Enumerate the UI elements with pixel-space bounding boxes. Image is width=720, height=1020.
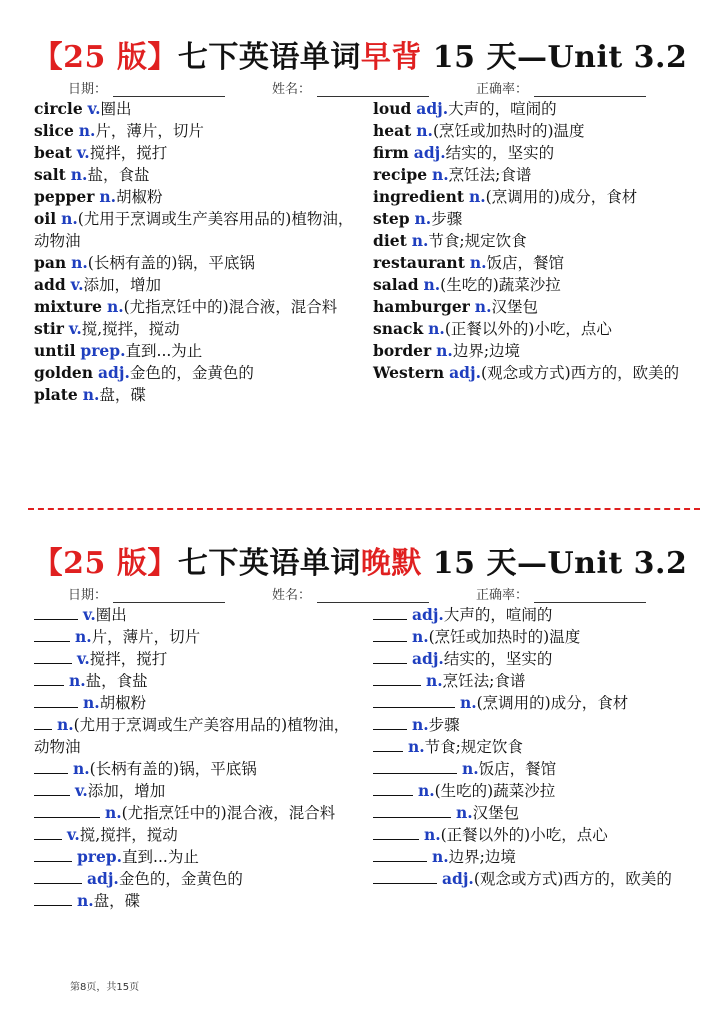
answer-blank[interactable] — [34, 868, 82, 884]
chinese-meaning: 汉堡包 — [491, 298, 538, 316]
vocab-word: ingredient — [373, 187, 465, 206]
part-of-speech: n. — [74, 627, 92, 646]
bottom-info-line — [0, 584, 720, 604]
answer-blank[interactable] — [34, 780, 70, 796]
vocab-entry — [373, 186, 693, 208]
vocab-entry — [34, 252, 354, 274]
part-of-speech: adj. — [411, 605, 444, 624]
bottom-left-column — [34, 604, 354, 912]
vocab-word: stir — [34, 319, 64, 338]
dictation-entry[interactable] — [34, 824, 354, 846]
chinese-meaning: 边界;边境 — [452, 342, 521, 360]
part-of-speech: n. — [99, 187, 117, 206]
part-of-speech: n. — [70, 165, 88, 184]
dictation-entry[interactable] — [34, 890, 354, 912]
part-of-speech: n. — [428, 319, 445, 338]
top-title-highlight: 早背 — [360, 40, 422, 75]
vocab-word: salad — [373, 275, 419, 294]
vocab-entry — [34, 98, 354, 120]
answer-blank[interactable] — [373, 648, 407, 664]
vocab-entry — [373, 230, 693, 252]
part-of-speech: n. — [432, 165, 449, 184]
answer-blank[interactable] — [373, 824, 419, 840]
vocab-entry — [34, 318, 354, 340]
chinese-meaning: (尤用于烹调或生产美容用品的)植物油，动物油 — [34, 716, 350, 756]
vocab-word: step — [373, 209, 410, 228]
part-of-speech: v. — [66, 825, 80, 844]
part-of-speech: n. — [411, 231, 429, 250]
answer-blank[interactable] — [373, 868, 437, 884]
vocab-word: firm — [373, 143, 409, 162]
bottom-name-label: 姓名： — [272, 588, 312, 603]
dictation-entry[interactable] — [373, 692, 693, 714]
vocab-entry — [34, 274, 354, 296]
answer-blank[interactable] — [373, 670, 421, 686]
part-of-speech: adj. — [441, 869, 474, 888]
vocab-word: Western — [373, 363, 445, 382]
dictation-entry[interactable] — [373, 604, 693, 626]
answer-blank[interactable] — [34, 670, 64, 686]
chinese-meaning: 节食;规定饮食 — [424, 738, 523, 756]
top-date-field[interactable] — [68, 78, 225, 97]
part-of-speech: n. — [82, 385, 100, 404]
chinese-meaning: (生吃的)蔬菜沙拉 — [440, 276, 561, 294]
dictation-entry[interactable] — [373, 758, 693, 780]
answer-blank[interactable] — [373, 714, 407, 730]
part-of-speech: n. — [76, 891, 94, 910]
part-of-speech: adj. — [413, 143, 446, 162]
vocab-word: hamburger — [373, 297, 470, 316]
top-left-column — [34, 98, 354, 406]
dictation-entry[interactable] — [373, 626, 693, 648]
part-of-speech: adj. — [97, 363, 130, 382]
vocab-entry — [34, 296, 354, 318]
bottom-date-blank[interactable] — [113, 588, 225, 603]
chinese-meaning: (尤用于烹调或生产美容用品的)植物油，动物油 — [34, 210, 354, 250]
vocab-word: circle — [34, 99, 83, 118]
chinese-meaning: 盘，碟 — [93, 892, 141, 910]
part-of-speech: n. — [104, 803, 122, 822]
chinese-meaning: (正餐以外的)小吃，点心 — [444, 320, 612, 338]
top-title-tail: 15 天—Unit 3.2 — [421, 40, 688, 75]
answer-blank[interactable] — [34, 802, 100, 818]
part-of-speech: prep. — [76, 847, 123, 866]
vocab-word: salt — [34, 165, 66, 184]
chinese-meaning: 片，薄片，切片 — [91, 628, 201, 646]
part-of-speech: n. — [407, 737, 425, 756]
chinese-meaning: 圈出 — [95, 606, 127, 624]
part-of-speech: n. — [455, 803, 473, 822]
chinese-meaning: 节食;规定饮食 — [428, 232, 527, 250]
part-of-speech: n. — [431, 847, 449, 866]
part-of-speech: n. — [78, 121, 96, 140]
bottom-title-highlight: 晚默 — [360, 546, 422, 581]
bottom-accuracy-field[interactable] — [476, 584, 646, 603]
chinese-meaning: (观念或方式)西方的，欧美的 — [481, 364, 680, 382]
dictation-entry[interactable] — [373, 846, 693, 868]
chinese-meaning: 添加，增加 — [87, 782, 166, 800]
dictation-entry[interactable] — [373, 802, 693, 824]
vocab-entry — [34, 340, 354, 362]
chinese-meaning: 汉堡包 — [472, 804, 520, 822]
part-of-speech: n. — [461, 759, 479, 778]
chinese-meaning: 烹饪法;食谱 — [442, 672, 526, 690]
chinese-meaning: 饭店，餐馆 — [478, 760, 557, 778]
part-of-speech: n. — [71, 253, 88, 272]
vocab-word: beat — [34, 143, 72, 162]
vocab-word: loud — [373, 99, 412, 118]
part-of-speech: n. — [459, 693, 477, 712]
vocab-word: snack — [373, 319, 424, 338]
chinese-meaning: 盐，食盐 — [85, 672, 148, 690]
part-of-speech: n. — [411, 627, 429, 646]
vocab-word: golden — [34, 363, 94, 382]
vocab-word: slice — [34, 121, 74, 140]
chinese-meaning: 结实的，坚实的 — [445, 144, 555, 162]
top-info-line — [0, 78, 720, 98]
chinese-meaning: 金色的，金黄色的 — [118, 870, 243, 888]
part-of-speech: n. — [423, 275, 441, 294]
dictation-entry[interactable] — [34, 604, 354, 626]
vocab-entry — [373, 142, 693, 164]
answer-blank[interactable] — [34, 648, 72, 664]
answer-blank[interactable] — [373, 846, 427, 862]
top-title-bracket: 【25 版】 — [32, 40, 178, 75]
vocab-entry — [373, 98, 693, 120]
section-divider — [28, 508, 700, 510]
vocab-word: mixture — [34, 297, 102, 316]
part-of-speech: v. — [82, 605, 96, 624]
vocab-entry — [34, 362, 354, 384]
dictation-entry[interactable] — [373, 648, 693, 670]
chinese-meaning: 搅拌，搅打 — [89, 144, 168, 162]
bottom-accuracy-blank[interactable] — [534, 588, 646, 603]
vocab-entry — [373, 296, 693, 318]
page-footer: 第8页，共15页 — [70, 982, 140, 993]
part-of-speech: v. — [87, 99, 101, 118]
chinese-meaning: (长柄有盖的)锅，平底锅 — [89, 760, 257, 778]
vocab-entry — [373, 120, 693, 142]
chinese-meaning: (尤指烹饪中的)混合液，混合料 — [123, 298, 338, 316]
top-date-blank[interactable] — [113, 82, 225, 97]
chinese-meaning: (烹饪或加热时的)温度 — [432, 122, 585, 140]
chinese-meaning: 饭店，餐馆 — [486, 254, 564, 272]
top-accuracy-label: 正确率： — [476, 82, 529, 97]
dictation-entry[interactable] — [373, 714, 693, 736]
vocab-entry — [373, 164, 693, 186]
vocab-word: plate — [34, 385, 78, 404]
dictation-entry[interactable] — [373, 736, 693, 758]
vocab-entry — [34, 384, 354, 406]
chinese-meaning: 金色的，金黄色的 — [129, 364, 254, 382]
part-of-speech: v. — [74, 781, 88, 800]
bottom-name-field[interactable] — [272, 584, 429, 603]
chinese-meaning: 边界;边境 — [448, 848, 516, 866]
answer-blank[interactable] — [34, 692, 78, 708]
dictation-entry[interactable] — [34, 758, 354, 780]
chinese-meaning: 步骤 — [428, 716, 460, 734]
vocab-entry — [34, 186, 354, 208]
vocab-entry — [373, 252, 693, 274]
chinese-meaning: 搅,搅拌，搅动 — [79, 826, 178, 844]
answer-blank[interactable] — [34, 846, 72, 862]
part-of-speech: n. — [106, 297, 124, 316]
answer-blank[interactable] — [34, 758, 68, 774]
answer-blank[interactable] — [373, 802, 451, 818]
chinese-meaning: 烹饪法;食谱 — [448, 166, 532, 184]
top-accuracy-blank[interactable] — [534, 82, 646, 97]
vocab-entry — [373, 274, 693, 296]
chinese-meaning: 片，薄片，切片 — [95, 122, 204, 140]
vocab-entry — [373, 340, 693, 362]
bottom-title-main: 七下英语单词 — [177, 546, 361, 581]
part-of-speech: n. — [68, 671, 86, 690]
chinese-meaning: 搅拌，搅打 — [89, 650, 168, 668]
top-accuracy-field[interactable] — [476, 78, 646, 97]
chinese-meaning: 盐，食盐 — [87, 166, 150, 184]
top-right-column — [373, 98, 693, 384]
top-title — [0, 32, 720, 76]
chinese-meaning: (长柄有盖的)锅，平底锅 — [87, 254, 255, 272]
part-of-speech: n. — [411, 715, 429, 734]
chinese-meaning: (正餐以外的)小吃，点心 — [440, 826, 608, 844]
answer-blank[interactable] — [373, 626, 407, 642]
bottom-title — [0, 538, 720, 582]
part-of-speech: n. — [417, 781, 435, 800]
dictation-entry[interactable] — [34, 780, 354, 802]
part-of-speech: n. — [469, 253, 487, 272]
bottom-right-column — [373, 604, 693, 890]
vocab-entry — [373, 208, 693, 230]
vocab-word: diet — [373, 231, 407, 250]
part-of-speech: n. — [468, 187, 486, 206]
bottom-title-tail: 15 天—Unit 3.2 — [421, 546, 688, 581]
answer-blank[interactable] — [34, 604, 78, 620]
answer-blank[interactable] — [34, 890, 72, 906]
part-of-speech: v. — [68, 319, 82, 338]
bottom-accuracy-label: 正确率： — [476, 588, 529, 603]
bottom-name-blank[interactable] — [317, 588, 429, 603]
vocab-word: until — [34, 341, 76, 360]
vocab-word: pan — [34, 253, 67, 272]
dictation-entry[interactable] — [34, 648, 354, 670]
chinese-meaning: (烹调用的)成分，食材 — [485, 188, 638, 206]
part-of-speech: v. — [76, 649, 90, 668]
dictation-entry[interactable] — [34, 846, 354, 868]
dictation-entry[interactable] — [34, 868, 354, 890]
dictation-entry[interactable] — [34, 802, 354, 824]
vocab-word: recipe — [373, 165, 428, 184]
chinese-meaning: 盘，碟 — [99, 386, 146, 404]
chinese-meaning: 直到...为止 — [125, 342, 203, 360]
top-name-label: 姓名： — [272, 82, 312, 97]
part-of-speech: prep. — [80, 341, 126, 360]
part-of-speech: n. — [61, 209, 78, 228]
part-of-speech: n. — [414, 209, 432, 228]
dictation-entry[interactable] — [373, 780, 693, 802]
chinese-meaning: 胡椒粉 — [99, 694, 147, 712]
bottom-date-field[interactable] — [68, 584, 225, 603]
chinese-meaning: (尤指烹饪中的)混合液，混合料 — [121, 804, 336, 822]
answer-blank[interactable] — [373, 736, 403, 752]
part-of-speech: adj. — [86, 869, 119, 888]
chinese-meaning: (观念或方式)西方的，欧美的 — [473, 870, 672, 888]
vocab-word: heat — [373, 121, 412, 140]
dictation-entry[interactable] — [34, 670, 354, 692]
answer-blank[interactable] — [373, 780, 413, 796]
part-of-speech: n. — [423, 825, 441, 844]
answer-blank[interactable] — [373, 758, 457, 774]
chinese-meaning: (烹调用的)成分，食材 — [476, 694, 629, 712]
chinese-meaning: (生吃的)蔬菜沙拉 — [434, 782, 556, 800]
part-of-speech: n. — [82, 693, 100, 712]
part-of-speech: n. — [474, 297, 492, 316]
vocab-word: add — [34, 275, 66, 294]
vocab-entry — [34, 164, 354, 186]
vocab-entry — [373, 318, 693, 340]
chinese-meaning: 搅,搅拌，搅动 — [81, 320, 180, 338]
part-of-speech: v. — [70, 275, 84, 294]
dictation-entry[interactable] — [373, 824, 693, 846]
chinese-meaning: 大声的，喧闹的 — [443, 606, 553, 624]
vocab-word: restaurant — [373, 253, 465, 272]
chinese-meaning: 直到...为止 — [122, 848, 199, 866]
bottom-date-label: 日期： — [68, 588, 108, 603]
part-of-speech: n. — [416, 121, 433, 140]
top-name-field[interactable] — [272, 78, 429, 97]
vocab-entry — [34, 142, 354, 164]
vocab-word: border — [373, 341, 432, 360]
answer-blank[interactable] — [34, 626, 70, 642]
dictation-entry[interactable] — [34, 714, 354, 758]
vocab-word: oil — [34, 209, 57, 228]
chinese-meaning: 胡椒粉 — [116, 188, 163, 206]
chinese-meaning: 大声的，喧闹的 — [448, 100, 557, 118]
dictation-entry[interactable] — [373, 868, 693, 890]
vocab-word: pepper — [34, 187, 95, 206]
chinese-meaning: (烹饪或加热时的)温度 — [428, 628, 581, 646]
part-of-speech: adj. — [416, 99, 449, 118]
vocab-entry — [34, 120, 354, 142]
vocab-entry — [373, 362, 693, 384]
part-of-speech: n. — [436, 341, 453, 360]
answer-blank[interactable] — [373, 604, 407, 620]
part-of-speech: n. — [56, 715, 74, 734]
answer-blank[interactable] — [34, 714, 52, 730]
part-of-speech: adj. — [449, 363, 482, 382]
dictation-entry[interactable] — [34, 692, 354, 714]
dictation-entry[interactable] — [373, 670, 693, 692]
part-of-speech: v. — [76, 143, 90, 162]
chinese-meaning: 结实的，坚实的 — [443, 650, 553, 668]
bottom-title-bracket: 【25 版】 — [32, 546, 178, 581]
top-name-blank[interactable] — [317, 82, 429, 97]
top-title-main: 七下英语单词 — [177, 40, 361, 75]
chinese-meaning: 步骤 — [431, 210, 463, 228]
chinese-meaning: 圈出 — [100, 100, 132, 118]
part-of-speech: adj. — [411, 649, 444, 668]
part-of-speech: n. — [72, 759, 90, 778]
part-of-speech: n. — [425, 671, 443, 690]
chinese-meaning: 添加，增加 — [83, 276, 162, 294]
dictation-entry[interactable] — [34, 626, 354, 648]
answer-blank[interactable] — [34, 824, 62, 840]
top-date-label: 日期： — [68, 82, 108, 97]
answer-blank[interactable] — [373, 692, 455, 708]
vocab-entry — [34, 208, 354, 252]
